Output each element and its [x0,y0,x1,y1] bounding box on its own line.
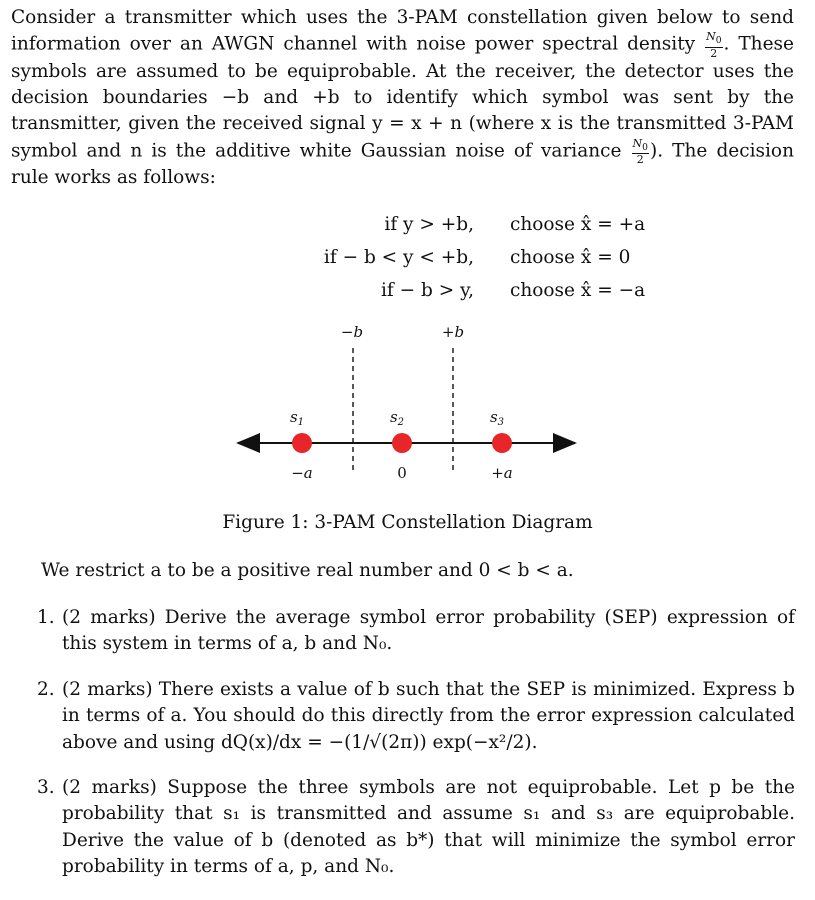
question-number: 3. [37,777,55,799]
rule-choice: choose x̂ = +a [510,214,646,235]
intro-text-2: . These symbols are assumed to be equiprobable. At the receiver, the detector uses the decision boundaries −b and +b to identify which symbol was sent by the transmitter, given the received signal y = x + n (where x is the transmitted 3-PAM symbol and n is the additive white Gaussian noise of variance [11,34,794,162]
boundary-left-label: −b [340,323,364,341]
constellation-point [292,433,312,453]
symbol-value-label: −a [291,464,313,482]
symbol-value-label: +a [491,464,513,482]
variance-fraction: $\frac{N_0}{2}$ [632,136,648,166]
question-item [37,775,795,881]
rule-choice: choose x̂ = 0 [510,247,631,268]
question-item [37,605,795,658]
rule-condition: if y > +b, [384,214,474,235]
constellation-point [492,433,512,453]
question-number: 2. [37,678,55,700]
rule-condition: if − b > y, [380,280,474,301]
symbol-s1 [290,408,313,482]
question-text: (2 marks) Suppose the three symbols are not equiprobable. Let p be the probability that s₁ is transmitted and assume s₁ and s₃ are equiprobable. Derive the value of b (denoted as b*) that will minimize the symbol error probability in terms of a, p, and N₀. [62,777,795,878]
intro-paragraph [11,5,794,191]
symbol-label: $s_1$ [289,408,305,428]
question-text: (2 marks) There exists a value of b such that the SEP is minimized. Express b in terms of a. You should do this directly from the error expression calculated above and using [62,678,795,753]
rule-choice: choose x̂ = −a [510,280,646,301]
intro-text-3: ). The decision rule works as follows: [11,140,794,188]
question-text: (2 marks) Derive the average symbol error probability (SEP) expression of this system in terms of a, b and N₀. [62,607,795,655]
intro-text-1: Consider a transmitter which uses the 3-PAM constellation given below to send information over an AWGN channel with noise power spectral density [11,7,794,55]
symbol-value-label: 0 [397,464,407,482]
derivative-formula: dQ(x)/dx = −(1/√(2π)) exp(−x²/2). [220,731,538,753]
question-item [37,677,795,756]
question-list [37,605,795,900]
rule-row [260,245,680,278]
symbol-label: $s_3$ [489,408,505,428]
rule-row [260,212,680,245]
symbol-s2 [390,408,412,482]
decision-rules [260,212,680,311]
rule-condition: if − b < y < +b, [323,247,474,268]
figure-caption: Figure 1: 3-PAM Constellation Diagram [222,512,593,533]
symbol-s3 [490,408,513,482]
constellation-point [392,433,412,453]
noise-psd-fraction: $\frac{N_0}{2}$ [706,30,722,60]
boundary-right-label: +b [441,323,465,341]
rule-row [260,278,680,311]
restriction-text: We restrict a to be a positive real number and 0 < b < a. [41,560,574,581]
question-number: 1. [37,607,55,628]
symbol-label: $s_2$ [389,408,405,428]
constellation-diagram [0,310,815,500]
